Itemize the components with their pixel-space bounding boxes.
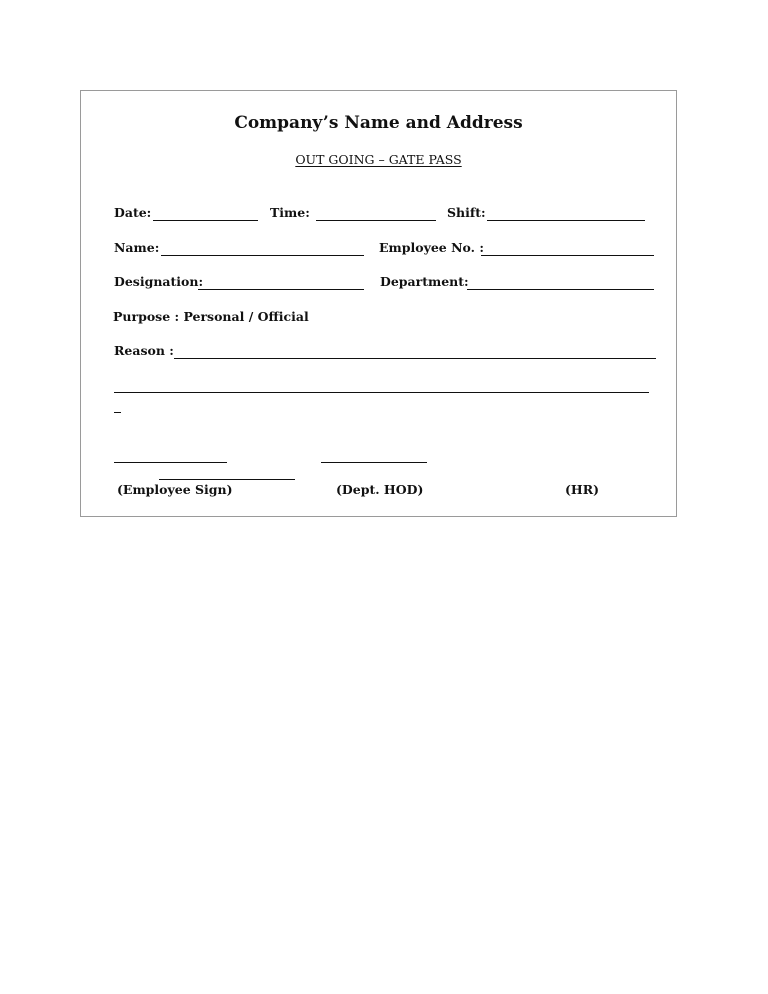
designation-label: Designation:: [114, 274, 204, 289]
name-label: Name:: [114, 240, 160, 255]
form-subtitle: OUT GOING – GATE PASS: [295, 152, 462, 167]
time-label: Time:: [270, 205, 310, 220]
form-title: Company’s Name and Address: [234, 113, 523, 133]
time-field-line[interactable]: [316, 220, 436, 221]
reason-continuation-line[interactable]: [114, 392, 649, 393]
hr-sign-line[interactable]: [159, 479, 295, 480]
hod-sign-line[interactable]: [321, 462, 427, 463]
hr-sign-caption: (HR): [565, 482, 600, 497]
name-field-line[interactable]: [161, 255, 364, 256]
employee-sign-line[interactable]: [114, 462, 227, 463]
department-label: Department:: [380, 274, 469, 289]
employee-no-field-line[interactable]: [481, 255, 654, 256]
employee-sign-caption: (Employee Sign): [117, 482, 233, 497]
shift-field-line[interactable]: [487, 220, 645, 221]
gate-pass-form: [80, 90, 677, 517]
reason-label: Reason :: [114, 343, 174, 358]
shift-label: Shift:: [447, 205, 486, 220]
date-label: Date:: [114, 205, 152, 220]
hod-sign-caption: (Dept. HOD): [336, 482, 424, 497]
reason-field-line[interactable]: [174, 358, 656, 359]
department-field-line[interactable]: [467, 289, 654, 290]
designation-field-line[interactable]: [198, 289, 364, 290]
employee-no-label: Employee No. :: [379, 240, 484, 255]
date-field-line[interactable]: [153, 220, 258, 221]
purpose-label: Purpose : Personal / Official: [113, 309, 309, 324]
reason-continuation-dash: [114, 412, 121, 413]
